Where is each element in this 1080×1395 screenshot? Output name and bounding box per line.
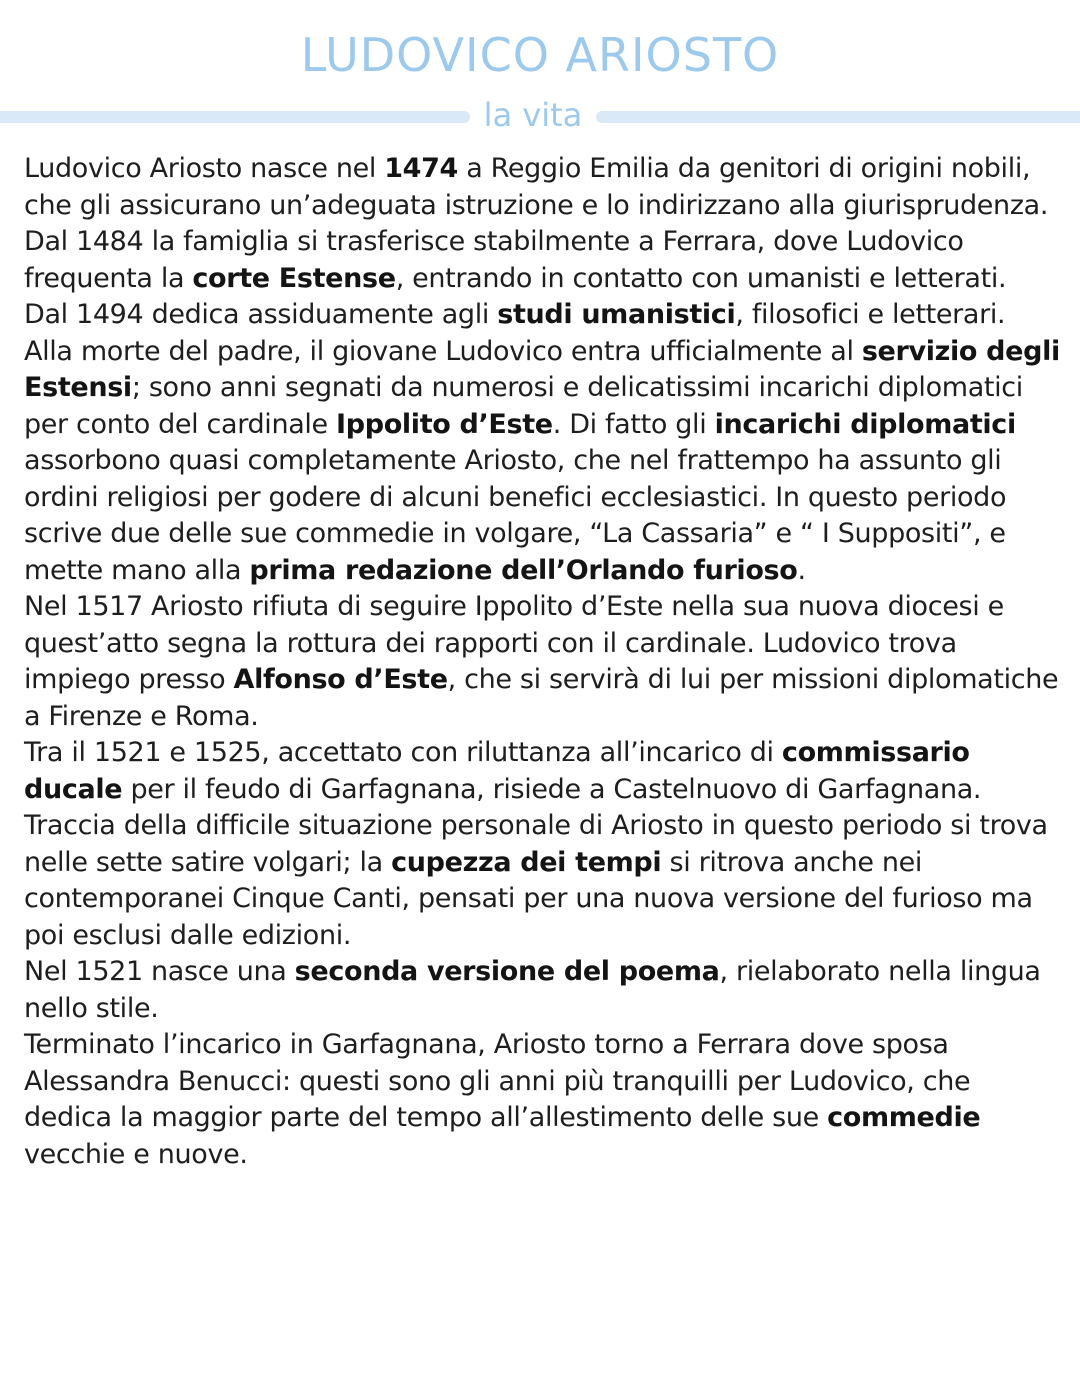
text-run: Dal 1484 la famiglia si trasferisce stabilmente a Ferrara, dove Ludovico frequenta la [24,226,964,294]
bold-text: studi umanistici [497,299,736,330]
bold-text: seconda versione del poema [294,956,720,987]
text-run: Nel 1517 Ariosto rifiuta di seguire Ippolito d’Este nella sua nuova diocesi e quest’atto segna la rottura dei rapporti con il cardinale. Ludovico trova impiego presso [24,591,1004,695]
bold-text: Ippolito d’Este [336,408,553,440]
text-run: ; sono anni segnati da numerosi e delicatissimi incarichi diplomatici per conto del cardinale [24,372,1023,440]
paragraph [24,151,1064,224]
text-run: per il feudo di Garfagnana, risiede a Castelnuovo di Garfagnana. [122,773,982,805]
text-run: assorbono quasi completamente Ariosto, che nel frattempo ha assunto gli ordini religiosi per godere di alcuni benefici ecclesiastici. In questo periodo scrive due delle sue commedie in volgare, “La Cassaria” e “ I Suppositi”, e mette mano alla [24,445,1007,586]
paragraph [24,808,1064,954]
paragraph [24,297,1064,334]
text-run: Tra il 1521 e 1525, accettato con riluttanza all’incarico di [24,737,782,768]
text-run: , rielaborato nella lingua nello stile. [24,956,1041,1024]
paragraph [24,954,1064,1027]
section-header [0,96,1080,140]
bold-text: prima redazione dell’Orlando furioso [249,554,798,586]
text-run: vecchie e nuove. [24,1138,248,1170]
bold-text: commissario ducale [24,737,970,805]
bold-text: 1474 [384,153,458,184]
bold-text: cupezza dei tempi [391,846,662,878]
text-run: . Di fatto gli [552,408,715,440]
biography-text [24,151,1064,1173]
page-title: LUDOVICO ARIOSTO [300,28,780,82]
section-subtitle: la vita [483,96,583,134]
text-run: si ritrova anche nei contemporanei Cinque Canti, pensati per una nuova versione del furioso ma poi esclusi dalle edizioni. [24,846,1033,951]
text-run: Nel 1521 nasce una [24,956,295,987]
paragraph [24,1027,1064,1173]
paragraph [24,735,1064,808]
paragraph [24,224,1064,297]
text-run: Traccia della difficile situazione personale di Ariosto in questo periodo si trova nelle sette satire volgari; la [24,810,1048,878]
bold-text: commedie [827,1102,981,1133]
text-run: Alla morte del padre, il giovane Ludovico entra ufficialmente al [24,335,862,367]
text-run: . [797,554,806,586]
bold-text: corte Estense [192,262,396,294]
divider-right [596,111,1080,123]
bold-text: Alfonso d’Este [233,664,448,695]
text-run: Terminato l’incarico in Garfagnana, Ariosto torno a Ferrara dove sposa Alessandra Benucci: questi sono gli anni più tranquilli per Ludovico, che dedica la maggior parte del tempo all’allestimento delle sue [24,1029,971,1133]
text-run: , che si servirà di lui per missioni diplomatiche a Firenze e Roma. [24,664,1059,732]
text-run: , entrando in contatto con umanisti e letterati. [395,262,1007,294]
text-run: , filosofici e letterari. [735,299,1006,330]
text-run: Ludovico Ariosto nasce nel [24,153,385,184]
divider-left [0,111,470,123]
text-run: Dal 1494 dedica assiduamente agli [24,299,498,330]
bold-text: incarichi diplomatici [714,408,1016,440]
paragraph [24,334,1064,590]
paragraph [24,589,1064,735]
text-run: a Reggio Emilia da genitori di origini nobili, che gli assicurano un’adeguata istruzione e lo indirizzano alla giurisprudenza. [24,153,1049,221]
bold-text: servizio degli Estensi [24,335,1060,403]
